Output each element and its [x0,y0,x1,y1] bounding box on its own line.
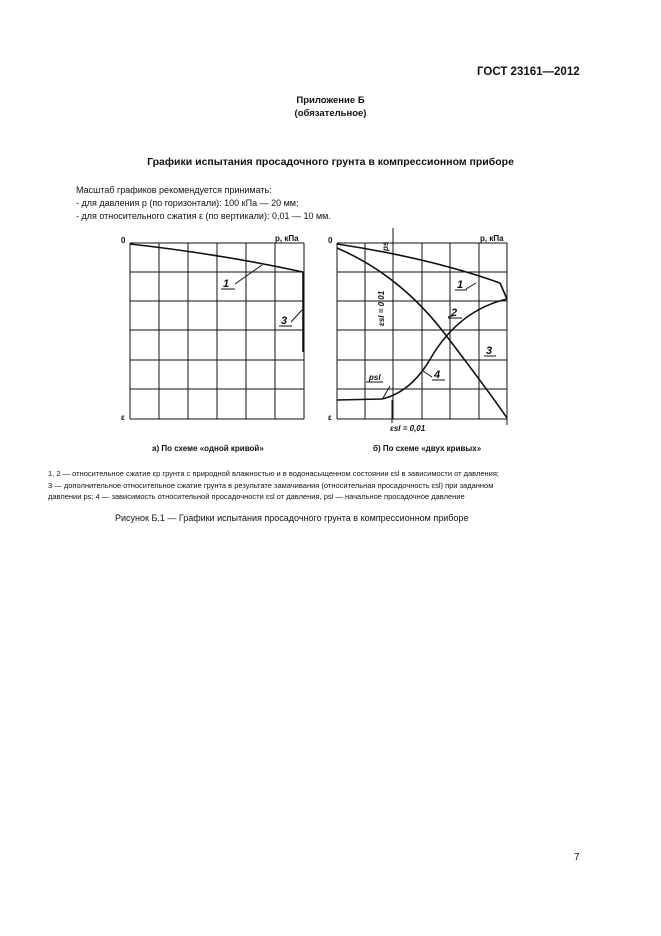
chart-b-curve-1 [337,244,500,283]
chart-b-y-axis-label: ε [328,413,332,422]
scale-note-intro: Масштаб графиков рекомендуется принимать: [76,185,272,195]
chart-a-origin-label: 0 [121,236,126,245]
scale-note [76,184,331,223]
charts-figure [0,225,661,440]
appendix-heading [0,95,661,120]
chart-a [130,243,304,419]
chart-b-psl-label: psl [369,373,381,382]
appendix-status: (обязательное) [294,107,367,119]
chart-b-curve-label-3: 3 [486,345,493,357]
chart-b-curve-3-link [500,283,507,299]
chart-b-x-axis-label: p, кПа [480,234,504,243]
chart-a-grid [130,243,304,419]
legend-line: 3 — дополнительное относительное сжатие грунта в результате замачивания (относительная просадочность εsl) при заданном [48,480,494,490]
chart-a-curve-label-3: 3 [281,315,288,327]
page-number: 7 [574,852,580,863]
chart-b-leader-1 [466,283,476,289]
scale-note-item: - для давления p (по горизонтали): 100 кПа — 20 мм; [76,198,299,208]
section-title: Графики испытания просадочного грунта в компрессионном приборе [147,156,514,168]
chart-a-x-axis-label: p, кПа [275,234,299,243]
chart-b-caption: б) По схеме «двух кривых» [373,444,482,453]
chart-b-ps-label: ps [381,241,390,251]
figure-legend [48,468,618,503]
chart-b-labels [328,234,504,433]
chart-a-y-axis-label: ε [121,413,125,422]
chart-b [337,228,507,425]
chart-b-curve-label-4: 4 [434,369,441,381]
chart-a-leader-3 [291,310,302,322]
chart-b-esl-vertical-label: εsl = 0,01 [377,290,386,326]
legend-line: давлении ps; 4 — зависимость относительной просадочности εsl от давления, psl — начальное просадочное давление [48,492,465,501]
chart-b-leader-4 [423,371,432,377]
legend-line: 1, 2 — относительное сжатие εp грунта с природной влажностью и в водонасыщенном состоянии εsl в зависимости от давления; [48,469,500,478]
chart-b-grid [337,243,507,419]
appendix-title: Приложение Б [296,95,365,106]
chart-a-labels [121,234,299,422]
chart-b-curve-label-2: 2 [451,307,458,319]
chart-b-esl-bottom-label: εsl = 0,01 [390,424,426,433]
chart-b-origin-label: 0 [328,236,333,245]
chart-a-curve-label-1: 1 [223,278,230,290]
chart-a-leader-1 [235,265,262,284]
chart-b-curve-label-1: 1 [457,279,464,291]
figure-caption: Рисунок Б.1 — Графики испытания просадочного грунта в компрессионном приборе [115,513,469,523]
standard-number: ГОСТ 23161—2012 [477,66,580,78]
scale-note-item: - для относительного сжатия ε (по вертикали): 0,01 — 10 мм. [76,211,331,221]
chart-a-caption: а) По схеме «одной кривой» [152,444,264,453]
